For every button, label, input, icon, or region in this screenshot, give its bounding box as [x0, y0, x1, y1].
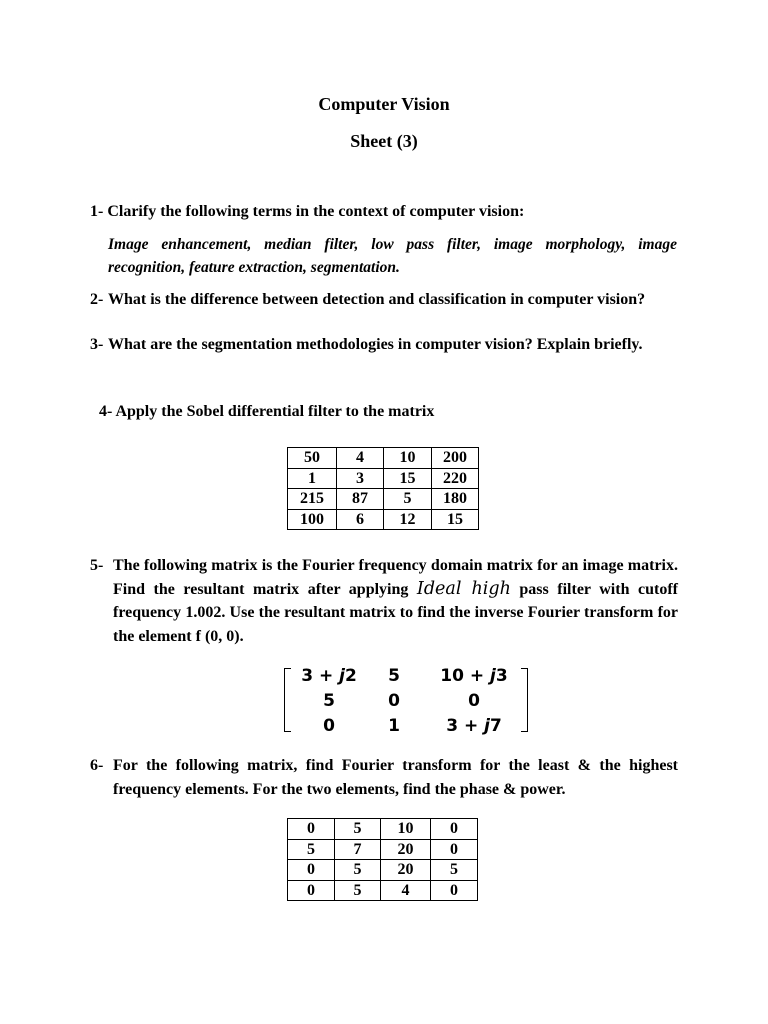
- fourier-input-matrix: [287, 818, 478, 901]
- matrix-cell: 15: [432, 509, 479, 530]
- question-2-number: 2-: [90, 291, 104, 308]
- table-row: [288, 448, 479, 469]
- matrix-cell: 0: [288, 819, 335, 840]
- table-row: [288, 468, 479, 489]
- matrix-cell: 5: [323, 691, 335, 711]
- question-6-text: For the following matrix, find Fourier transform for the least & the highest frequency elements. For the two elements, find the phase & power.: [113, 757, 678, 798]
- matrix-cell: 5: [384, 489, 432, 510]
- question-6-number: 6-: [90, 757, 104, 774]
- question-3-text: What are the segmentation methodologies in computer vision? Explain briefly.: [108, 336, 643, 353]
- question-5-text-part1: The following matrix is the Fourier frequency domain matrix for an image matrix. Find the resultant matrix after applying: [113, 557, 678, 598]
- question-1-number: 1-: [90, 203, 104, 220]
- table-row: [288, 860, 478, 881]
- question-1: [90, 201, 680, 223]
- question-6: [90, 754, 678, 801]
- question-5-emphasis: Ideal high: [416, 578, 511, 599]
- question-2-text: What is the difference between detection and classification in computer vision?: [108, 291, 646, 308]
- matrix-cell: 4: [381, 880, 431, 901]
- question-2: [90, 289, 677, 311]
- question-5: [90, 554, 678, 648]
- table-row: [288, 509, 479, 530]
- sobel-input-matrix: [287, 447, 479, 530]
- table-row: [288, 880, 478, 901]
- matrix-cell: 5: [288, 839, 335, 860]
- matrix-cell: 10 + j3: [440, 666, 508, 686]
- matrix-cell: 215: [288, 489, 337, 510]
- page-title: Computer Vision: [318, 94, 450, 114]
- matrix-right-bracket: [521, 668, 528, 732]
- matrix-cell: 1: [388, 716, 400, 736]
- matrix-cell: 0: [288, 860, 335, 881]
- matrix-cell: 12: [384, 509, 432, 530]
- matrix-cell: 5: [335, 860, 381, 881]
- matrix-cell: 0: [388, 691, 400, 711]
- matrix-cell: 200: [432, 448, 479, 469]
- question-4: [99, 401, 599, 423]
- matrix-cell: 87: [337, 489, 384, 510]
- question-4-number: 4-: [99, 403, 113, 420]
- matrix-cell: 50: [288, 448, 337, 469]
- matrix-cell: 1: [288, 468, 337, 489]
- matrix-cell: 20: [381, 860, 431, 881]
- matrix-cell: 7: [335, 839, 381, 860]
- table-row: [288, 489, 479, 510]
- matrix-cell: 10: [381, 819, 431, 840]
- table-row: [288, 839, 478, 860]
- matrix-cell: 180: [432, 489, 479, 510]
- matrix-cell: 0: [468, 691, 480, 711]
- matrix-cell: 0: [431, 880, 478, 901]
- matrix-cell: 220: [432, 468, 479, 489]
- question-5-text-part2: pass filter with cutoff frequency 1.002. Use the resultant matrix to find the inverse Fourier transform for the element f (0, 0).: [113, 580, 678, 645]
- matrix-cell: 0: [431, 839, 478, 860]
- matrix-cell: 6: [337, 509, 384, 530]
- matrix-cell: 15: [384, 468, 432, 489]
- question-1-terms: Image enhancement, median filter, low pass filter, image morphology, image recognition, feature extraction, segmentation.: [108, 236, 677, 276]
- matrix-cell: 5: [335, 819, 381, 840]
- table-row: [288, 819, 478, 840]
- matrix-cell: 0: [431, 819, 478, 840]
- question-3: [90, 334, 677, 356]
- question-5-text: [113, 554, 678, 648]
- matrix-cell: 0: [288, 880, 335, 901]
- page-subtitle: Sheet (3): [350, 131, 418, 151]
- matrix-cell: 4: [337, 448, 384, 469]
- matrix-cell: 3 + j2: [301, 666, 357, 686]
- question-5-number: 5-: [90, 557, 104, 574]
- matrix-cell: 0: [323, 716, 335, 736]
- matrix-cell: 5: [335, 880, 381, 901]
- matrix-cell: 10: [384, 448, 432, 469]
- fourier-matrix: [284, 666, 528, 736]
- matrix-cell: 3: [337, 468, 384, 489]
- matrix-cell: 3 + j7: [446, 716, 502, 736]
- question-1-text: Clarify the following terms in the context of computer vision:: [107, 203, 525, 220]
- matrix-cell: 20: [381, 839, 431, 860]
- matrix-cell: 5: [388, 666, 400, 686]
- question-4-text: Apply the Sobel differential filter to the matrix: [115, 403, 435, 420]
- matrix-cell: 100: [288, 509, 337, 530]
- question-3-number: 3-: [90, 336, 104, 353]
- matrix-cell: 5: [431, 860, 478, 881]
